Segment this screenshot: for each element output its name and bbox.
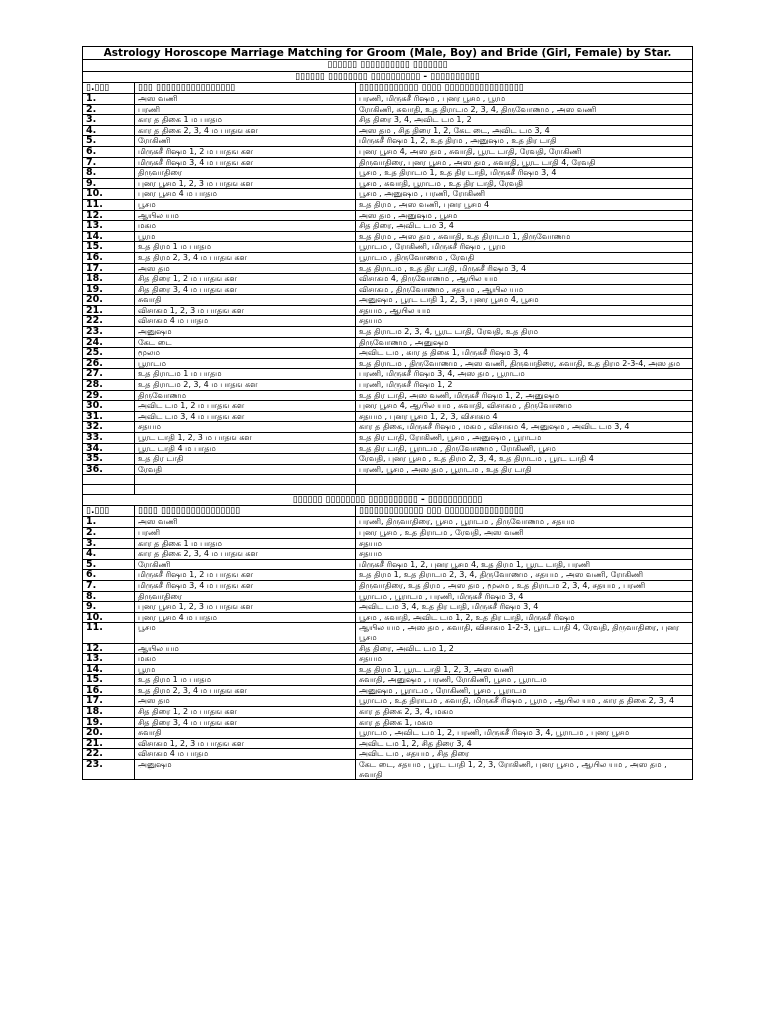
star-name: மிருகசீ ரிஷம 1, 2 ம பாதங கள <box>135 570 356 581</box>
table-row <box>83 94 693 105</box>
row-number: 17. <box>83 263 135 274</box>
table-row <box>83 316 693 327</box>
matching-stars: பூசம , சுவாதி, அவிட டம 1, 2, உத திர டாதி, மிருகசீ ரிஷம <box>356 612 693 623</box>
table-row <box>83 654 693 665</box>
table-row <box>83 612 693 623</box>
matching-stars: பூராடம , உத திராடம , சுவாதி, மிருகசீ ரிஷம , பூரம , ஆயில யம , கார த திகை 2, 3, 4 <box>356 696 693 707</box>
table-row <box>83 623 693 643</box>
row-number: 14. <box>83 231 135 242</box>
spacer-cell <box>83 485 135 495</box>
row-number: 14. <box>83 664 135 675</box>
row-number: 8. <box>83 168 135 179</box>
row-number: 18. <box>83 707 135 718</box>
star-name: ரோகிணி <box>135 559 356 570</box>
star-name: ஆயில யம <box>135 210 356 221</box>
star-name: சித திரை 3, 4 ம பாதங கள <box>135 717 356 728</box>
star-name: உத திரம 1 ம பாதம <box>135 675 356 686</box>
matching-stars: சதயம <box>356 654 693 665</box>
table-row <box>83 685 693 696</box>
section-heading-row <box>83 72 693 83</box>
table-row <box>83 242 693 253</box>
row-number: 13. <box>83 654 135 665</box>
table-row <box>83 433 693 444</box>
matching-stars: பூராடம , பூராடம , பரணி, மிருகசீ ரிஷம 3, 4 <box>356 591 693 602</box>
row-number: 35. <box>83 454 135 465</box>
table-row <box>83 274 693 285</box>
table-row <box>83 189 693 200</box>
matching-stars: திருவாதிரை, உத திரம , அஸ தம , மூலம , உத திராடம 2, 3, 4, சதயம , பரணி <box>356 580 693 591</box>
star-name: விசாகம 1, 2, 3 ம பாதங கள <box>135 305 356 316</box>
matching-stars: சதயம <box>356 549 693 560</box>
star-name: ஆயில யம <box>135 643 356 654</box>
table-row <box>83 664 693 675</box>
row-number: 3. <box>83 115 135 126</box>
table-row <box>83 570 693 581</box>
star-name: சுவாதி <box>135 728 356 739</box>
table-row <box>83 538 693 549</box>
table-row <box>83 401 693 412</box>
matching-stars: கார த திகை 2, 3, 4, மகம <box>356 707 693 718</box>
row-number: 9. <box>83 602 135 613</box>
row-number: 16. <box>83 685 135 696</box>
table-row <box>83 749 693 760</box>
matching-stars: சித திரை, அவிட டம 3, 4 <box>356 221 693 232</box>
table-row <box>83 115 693 126</box>
star-name: விசாகம 4 ம பாதம <box>135 316 356 327</box>
match-table-body <box>83 47 693 780</box>
section-heading: ▯▯▯▯▯▯ ▯▯▯▯▯▯▯▯ ▯▯▯▯▯▯▯▯▯▯ - ▯▯▯▯▯▯▯▯▯▯ <box>83 72 693 83</box>
row-number: 21. <box>83 738 135 749</box>
table-row <box>83 559 693 570</box>
table-row <box>83 411 693 422</box>
matching-stars: ரேவதி, புனர பூசம , உத திரம 2, 3, 4, உத திராடம , பூரட டாதி 4 <box>356 454 693 465</box>
matching-stars: புனர பூசம , உத திராடம , ரேவதி, அஸ வணி <box>356 527 693 538</box>
table-row <box>83 527 693 538</box>
row-number: 17. <box>83 696 135 707</box>
matching-stars: உத திர டாதி, பூராடம , திருவோணம , ரோகிணி, பூசம <box>356 443 693 454</box>
column-header-matches: ▯▯▯▯▯▯▯▯▯▯▯▯ ▯▯▯▯ ▯▯▯▯▯▯▯▯▯▯▯▯▯▯▯▯ <box>356 83 693 94</box>
matching-stars: சதயம <box>356 316 693 327</box>
matching-stars: ரோகிணி, சுவாதி, உத திராடம 2, 3, 4, திருவோணம , அஸ வணி <box>356 104 693 115</box>
star-name: பூரம <box>135 231 356 242</box>
column-header-number: ▯.▯▯▯ <box>83 506 135 517</box>
table-row <box>83 390 693 401</box>
row-number: 7. <box>83 580 135 591</box>
table-row <box>83 157 693 168</box>
star-name: சித திரை 1, 2 ம பாதங கள <box>135 707 356 718</box>
table-row <box>83 738 693 749</box>
matching-stars: சதயம , புனர பூசம 1, 2, 3, விசாகம 4 <box>356 411 693 422</box>
star-name: உத திர டாதி <box>135 454 356 465</box>
star-name: மகம <box>135 654 356 665</box>
matching-stars: பூசம , அனுஷம , பரணி, ரோகிணி <box>356 189 693 200</box>
row-number: 2. <box>83 104 135 115</box>
table-row <box>83 263 693 274</box>
table-row <box>83 168 693 179</box>
table-row <box>83 422 693 433</box>
column-header-matches: ▯▯▯▯▯▯▯▯▯▯▯▯▯ ▯▯▯ ▯▯▯▯▯▯▯▯▯▯▯▯▯▯▯▯ <box>356 506 693 517</box>
star-name: புனர பூசம 4 ம பாதம <box>135 612 356 623</box>
star-name: பூராடம <box>135 358 356 369</box>
table-row <box>83 221 693 232</box>
table-row <box>83 252 693 263</box>
row-number: 20. <box>83 728 135 739</box>
row-number: 18. <box>83 274 135 285</box>
row-number: 22. <box>83 749 135 760</box>
table-row <box>83 284 693 295</box>
table-row <box>83 591 693 602</box>
row-number: 24. <box>83 337 135 348</box>
row-number: 29. <box>83 390 135 401</box>
section-heading-row <box>83 495 693 506</box>
column-header-row <box>83 506 693 517</box>
table-row <box>83 717 693 728</box>
row-number: 27. <box>83 369 135 380</box>
star-name: சதயம <box>135 422 356 433</box>
row-number: 15. <box>83 242 135 253</box>
matching-stars: சித திரை 3, 4, அவிட டம 1, 2 <box>356 115 693 126</box>
table-row <box>83 728 693 739</box>
star-name: மிருகசீ ரிஷம 1, 2 ம பாதங கள <box>135 146 356 157</box>
star-name: பூரட டாதி 4 ம பாதம <box>135 443 356 454</box>
row-number: 30. <box>83 401 135 412</box>
table-row <box>83 549 693 560</box>
star-name: அனுஷம <box>135 760 356 780</box>
star-name: அஸ தம <box>135 696 356 707</box>
matching-stars: பூராடம , அவிட டம 1, 2, பரணி, மிருகசீ ரிஷம 3, 4, பூராடம , புனர பூசம <box>356 728 693 739</box>
row-number: 6. <box>83 570 135 581</box>
match-sheet <box>82 46 692 780</box>
row-number: 13. <box>83 221 135 232</box>
star-name: சித திரை 1, 2 ம பாதங கள <box>135 274 356 285</box>
star-name: மிருகசீ ரிஷம 3, 4 ம பாதங கள <box>135 580 356 591</box>
table-row <box>83 210 693 221</box>
table-row <box>83 295 693 306</box>
table-row <box>83 327 693 338</box>
row-number: 7. <box>83 157 135 168</box>
row-number: 22. <box>83 316 135 327</box>
star-name: பூரம <box>135 664 356 675</box>
star-name: புனர பூசம 1, 2, 3 ம பாதங கள <box>135 602 356 613</box>
row-number: 12. <box>83 210 135 221</box>
matching-stars: பரணி, திருவாதிரை, பூசம , பூராடம , திருவோணம , சதயம <box>356 517 693 528</box>
table-row <box>83 580 693 591</box>
table-row <box>83 464 693 475</box>
matching-stars: உத திரம , அஸ தம , சுவாதி, உத திராடம 1, திருவோணம <box>356 231 693 242</box>
column-header-row <box>83 83 693 94</box>
row-number: 10. <box>83 189 135 200</box>
spacer-cell <box>356 485 693 495</box>
page-title: Astrology Horoscope Marriage Matching for Groom (Male, Boy) and Bride (Girl, Female) by Star. <box>83 47 693 60</box>
spacer-cell <box>135 475 356 485</box>
star-name: திருவாதிரை <box>135 591 356 602</box>
matching-stars: பரணி, மிருகசீ ரிஷம 1, 2 <box>356 380 693 391</box>
row-number: 9. <box>83 178 135 189</box>
row-number: 23. <box>83 327 135 338</box>
column-header-star: ▯▯▯▯ ▯▯▯▯▯▯▯▯▯▯▯▯▯▯▯▯ <box>135 506 356 517</box>
matching-stars: புனர பூசம 4, ஆயில யம , சுவாதி, விசாகம , திருவோணம <box>356 401 693 412</box>
matching-stars: விசாகம 4, திருவோணம , ஆயில யம <box>356 274 693 285</box>
star-name: பரணி <box>135 104 356 115</box>
star-name: உத திரம 2, 3, 4 ம பாதங கள <box>135 685 356 696</box>
table-row <box>83 348 693 359</box>
star-name: மூலம <box>135 348 356 359</box>
matching-stars: அனுஷம , பூரட டாதி 1, 2, 3, புனர பூசம 4, பூசம <box>356 295 693 306</box>
table-row <box>83 643 693 654</box>
star-name: பூரட டாதி 1, 2, 3 ம பாதங கள <box>135 433 356 444</box>
row-number: 33. <box>83 433 135 444</box>
matching-stars: கார த திகை 1, மகம <box>356 717 693 728</box>
star-name: விசாகம 4 ம பாதம <box>135 749 356 760</box>
star-name: பூசம <box>135 623 356 643</box>
matching-stars: பூராடம , திருவோணம , ரேவதி <box>356 252 693 263</box>
row-number: 36. <box>83 464 135 475</box>
matching-stars: அவிட டம 1, 2, சித திரை 3, 4 <box>356 738 693 749</box>
star-name: பூசம <box>135 199 356 210</box>
row-number: 25. <box>83 348 135 359</box>
match-table <box>82 46 693 780</box>
matching-stars: பரணி, மிருகசீ ரிஷம 3, 4, அஸ தம , பூராடம <box>356 369 693 380</box>
row-number: 23. <box>83 760 135 780</box>
star-name: மகம <box>135 221 356 232</box>
matching-stars: திருவோணம , அனுஷம <box>356 337 693 348</box>
matching-stars: பூராடம , ரோகிணி, மிருகசீ ரிஷம , பூரம <box>356 242 693 253</box>
column-header-star: ▯▯▯ ▯▯▯▯▯▯▯▯▯▯▯▯▯▯▯▯ <box>135 83 356 94</box>
star-name: உத திராடம 2, 3, 4 ம பாதங கள <box>135 380 356 391</box>
star-name: புனர பூசம 1, 2, 3 ம பாதங கள <box>135 178 356 189</box>
matching-stars: உத திர டாதி, அஸ வணி, மிருகசீ ரிஷம 1, 2, அனுஷம <box>356 390 693 401</box>
table-row <box>83 125 693 136</box>
matching-stars: அஸ தம , சித திரை 1, 2, கேட டை, அவிட டம 3, 4 <box>356 125 693 136</box>
star-name: கார த திகை 2, 3, 4 ம பாதங கள <box>135 125 356 136</box>
table-row <box>83 104 693 115</box>
matching-stars: மிருகசீ ரிஷம 1, 2, உத திரம , அனுஷம , உத திர டாதி <box>356 136 693 147</box>
row-number: 4. <box>83 125 135 136</box>
table-row <box>83 358 693 369</box>
table-row <box>83 602 693 613</box>
row-number: 34. <box>83 443 135 454</box>
table-row <box>83 443 693 454</box>
star-name: கேட டை <box>135 337 356 348</box>
table-row <box>83 199 693 210</box>
table-row <box>83 305 693 316</box>
row-number: 26. <box>83 358 135 369</box>
page-subtitle: ▯▯▯▯▯▯ ▯▯▯▯▯▯▯▯▯▯ ▯▯▯▯▯▯▯ <box>83 60 693 72</box>
matching-stars: அனுஷம , பூராடம , ரோகிணி, பூசம , பூராடம <box>356 685 693 696</box>
matching-stars: அவிட டம , கார த திகை 1, மிருகசீ ரிஷம 3, 4 <box>356 348 693 359</box>
section-heading: ▯▯▯▯▯▯ ▯▯▯▯▯▯▯▯ ▯▯▯▯▯▯▯▯▯▯ - ▯▯▯▯▯▯▯▯▯▯▯ <box>83 495 693 506</box>
star-name: அவிட டம 1, 2 ம பாதங கள <box>135 401 356 412</box>
row-number: 16. <box>83 252 135 263</box>
row-number: 4. <box>83 549 135 560</box>
star-name: உத திரம 1 ம பாதம <box>135 242 356 253</box>
matching-stars: மிருகசீ ரிஷம 1, 2, புனர பூசம 4, உத திரம 1, பூரட டாதி, பரணி <box>356 559 693 570</box>
star-name: கார த திகை 2, 3, 4 ம பாதங கள <box>135 549 356 560</box>
row-number: 1. <box>83 94 135 105</box>
matching-stars: உத திராடம 2, 3, 4, பூரட டாதி, ரேவதி, உத திரம <box>356 327 693 338</box>
matching-stars: விசாகம , திருவோணம , சதயம , ஆயில யம <box>356 284 693 295</box>
matching-stars: உத திரம 1, பூரட டாதி 1, 2, 3, அஸ வணி <box>356 664 693 675</box>
spacer-cell <box>356 475 693 485</box>
row-number: 28. <box>83 380 135 391</box>
table-row <box>83 707 693 718</box>
table-row <box>83 337 693 348</box>
row-number: 11. <box>83 623 135 643</box>
row-number: 32. <box>83 422 135 433</box>
star-name: ரேவதி <box>135 464 356 475</box>
row-number: 12. <box>83 643 135 654</box>
star-name: கார த திகை 1 ம பாதம <box>135 538 356 549</box>
star-name: பரணி <box>135 527 356 538</box>
row-number: 21. <box>83 305 135 316</box>
matching-stars: பூசம , உத திராடம 1, உத திர டாதி, மிருகசீ ரிஷம 3, 4 <box>356 168 693 179</box>
row-number: 20. <box>83 295 135 306</box>
column-header-number: ▯.▯▯▯ <box>83 83 135 94</box>
star-name: அஸ தம <box>135 263 356 274</box>
table-row <box>83 454 693 465</box>
row-number: 5. <box>83 136 135 147</box>
matching-stars: சதயம <box>356 538 693 549</box>
spacer-cell <box>83 475 135 485</box>
matching-stars: உத திராடம , உத திர டாதி, மிருகசீ ரிஷம 3, 4 <box>356 263 693 274</box>
matching-stars: உத திரம 1, உத திராடம 2, 3, 4, திருவோணம , சதயம , அஸ வணி, ரோகிணி <box>356 570 693 581</box>
spacer-row <box>83 475 693 485</box>
spacer-row <box>83 485 693 495</box>
star-name: மிருகசீ ரிஷம 3, 4 ம பாதங கள <box>135 157 356 168</box>
star-name: சுவாதி <box>135 295 356 306</box>
star-name: திருவோணம <box>135 390 356 401</box>
star-name: திருவாதிரை <box>135 168 356 179</box>
row-number: 6. <box>83 146 135 157</box>
matching-stars: கார த திகை, மிருகசீ ரிஷம , மகம , விசாகம 4, அனுஷம , அவிட டம 3, 4 <box>356 422 693 433</box>
matching-stars: சதயம , ஆயில யம <box>356 305 693 316</box>
row-number: 8. <box>83 591 135 602</box>
matching-stars: சுவாதி, அனுஷம , பரணி, ரோகிணி, பூசம , பூராடம <box>356 675 693 686</box>
row-number: 10. <box>83 612 135 623</box>
spacer-cell <box>135 485 356 495</box>
table-row <box>83 231 693 242</box>
star-name: அஸ வணி <box>135 517 356 528</box>
matching-stars: பரணி, பூசம , அஸ தம , பூராடம , உத திர டாதி <box>356 464 693 475</box>
star-name: விசாகம 1, 2, 3 ம பாதங கள <box>135 738 356 749</box>
table-row <box>83 136 693 147</box>
table-row <box>83 178 693 189</box>
table-row <box>83 517 693 528</box>
table-row <box>83 146 693 157</box>
star-name: சித திரை 3, 4 ம பாதங கள <box>135 284 356 295</box>
table-row <box>83 675 693 686</box>
row-number: 19. <box>83 717 135 728</box>
table-row <box>83 380 693 391</box>
row-number: 3. <box>83 538 135 549</box>
row-number: 2. <box>83 527 135 538</box>
star-name: கார த திகை 1 ம பாதம <box>135 115 356 126</box>
row-number: 31. <box>83 411 135 422</box>
star-name: அவிட டம 3, 4 ம பாதங கள <box>135 411 356 422</box>
matching-stars: பூசம , சுவாதி, பூராடம , உத திர டாதி, ரேவதி <box>356 178 693 189</box>
matching-stars: அவிட டம , சதயம , சித திரை <box>356 749 693 760</box>
matching-stars: கேட டை, சதயம , பூரட டாதி 1, 2, 3, ரோகிணி, புனர பூசம , ஆயில யம , அஸ தம , சுவாதி <box>356 760 693 780</box>
star-name: புனர பூசம 4 ம பாதம <box>135 189 356 200</box>
row-number: 11. <box>83 199 135 210</box>
matching-stars: ஆயில யம , அஸ தம , சுவாதி, விசாகம 1-2-3, பூரட டாதி 4, ரேவதி, திருவாதிரை, புனர பூசம <box>356 623 693 643</box>
table-row <box>83 760 693 780</box>
star-name: அனுஷம <box>135 327 356 338</box>
star-name: உத திரம 2, 3, 4 ம பாதங கள <box>135 252 356 263</box>
row-number: 19. <box>83 284 135 295</box>
matching-stars: சித திரை, அவிட டம 1, 2 <box>356 643 693 654</box>
matching-stars: அவிட டம 3, 4, உத திர டாதி, மிருகசீ ரிஷம 3, 4 <box>356 602 693 613</box>
matching-stars: உத திர டாதி, ரோகிணி, பூசம , அனுஷம , பூராடம <box>356 433 693 444</box>
matching-stars: உத திரம , அஸ வணி, புனர பூசம 4 <box>356 199 693 210</box>
row-number: 5. <box>83 559 135 570</box>
matching-stars: உத திராடம , திருவோணம , அஸ வணி, திருவாதிரை, சுவாதி, உத திரம 2-3-4, அஸ தம <box>356 358 693 369</box>
matching-stars: பரணி, மிருகசீ ரிஷம , புனர பூசம , பூரம <box>356 94 693 105</box>
row-number: 15. <box>83 675 135 686</box>
star-name: ரோகிணி <box>135 136 356 147</box>
table-row <box>83 369 693 380</box>
table-row <box>83 696 693 707</box>
matching-stars: திருவாதிரை, புனர பூசம , அஸ தம , சுவாதி, பூரட டாதி 4, ரேவதி <box>356 157 693 168</box>
star-name: உத திராடம 1 ம பாதம <box>135 369 356 380</box>
row-number: 1. <box>83 517 135 528</box>
matching-stars: புனர பூசம 4, அஸ தம , சுவாதி, பூரட டாதி, ரேவதி, ரோகிணி <box>356 146 693 157</box>
matching-stars: அஸ தம , அனுஷம , பூசம <box>356 210 693 221</box>
star-name: அஸ வணி <box>135 94 356 105</box>
